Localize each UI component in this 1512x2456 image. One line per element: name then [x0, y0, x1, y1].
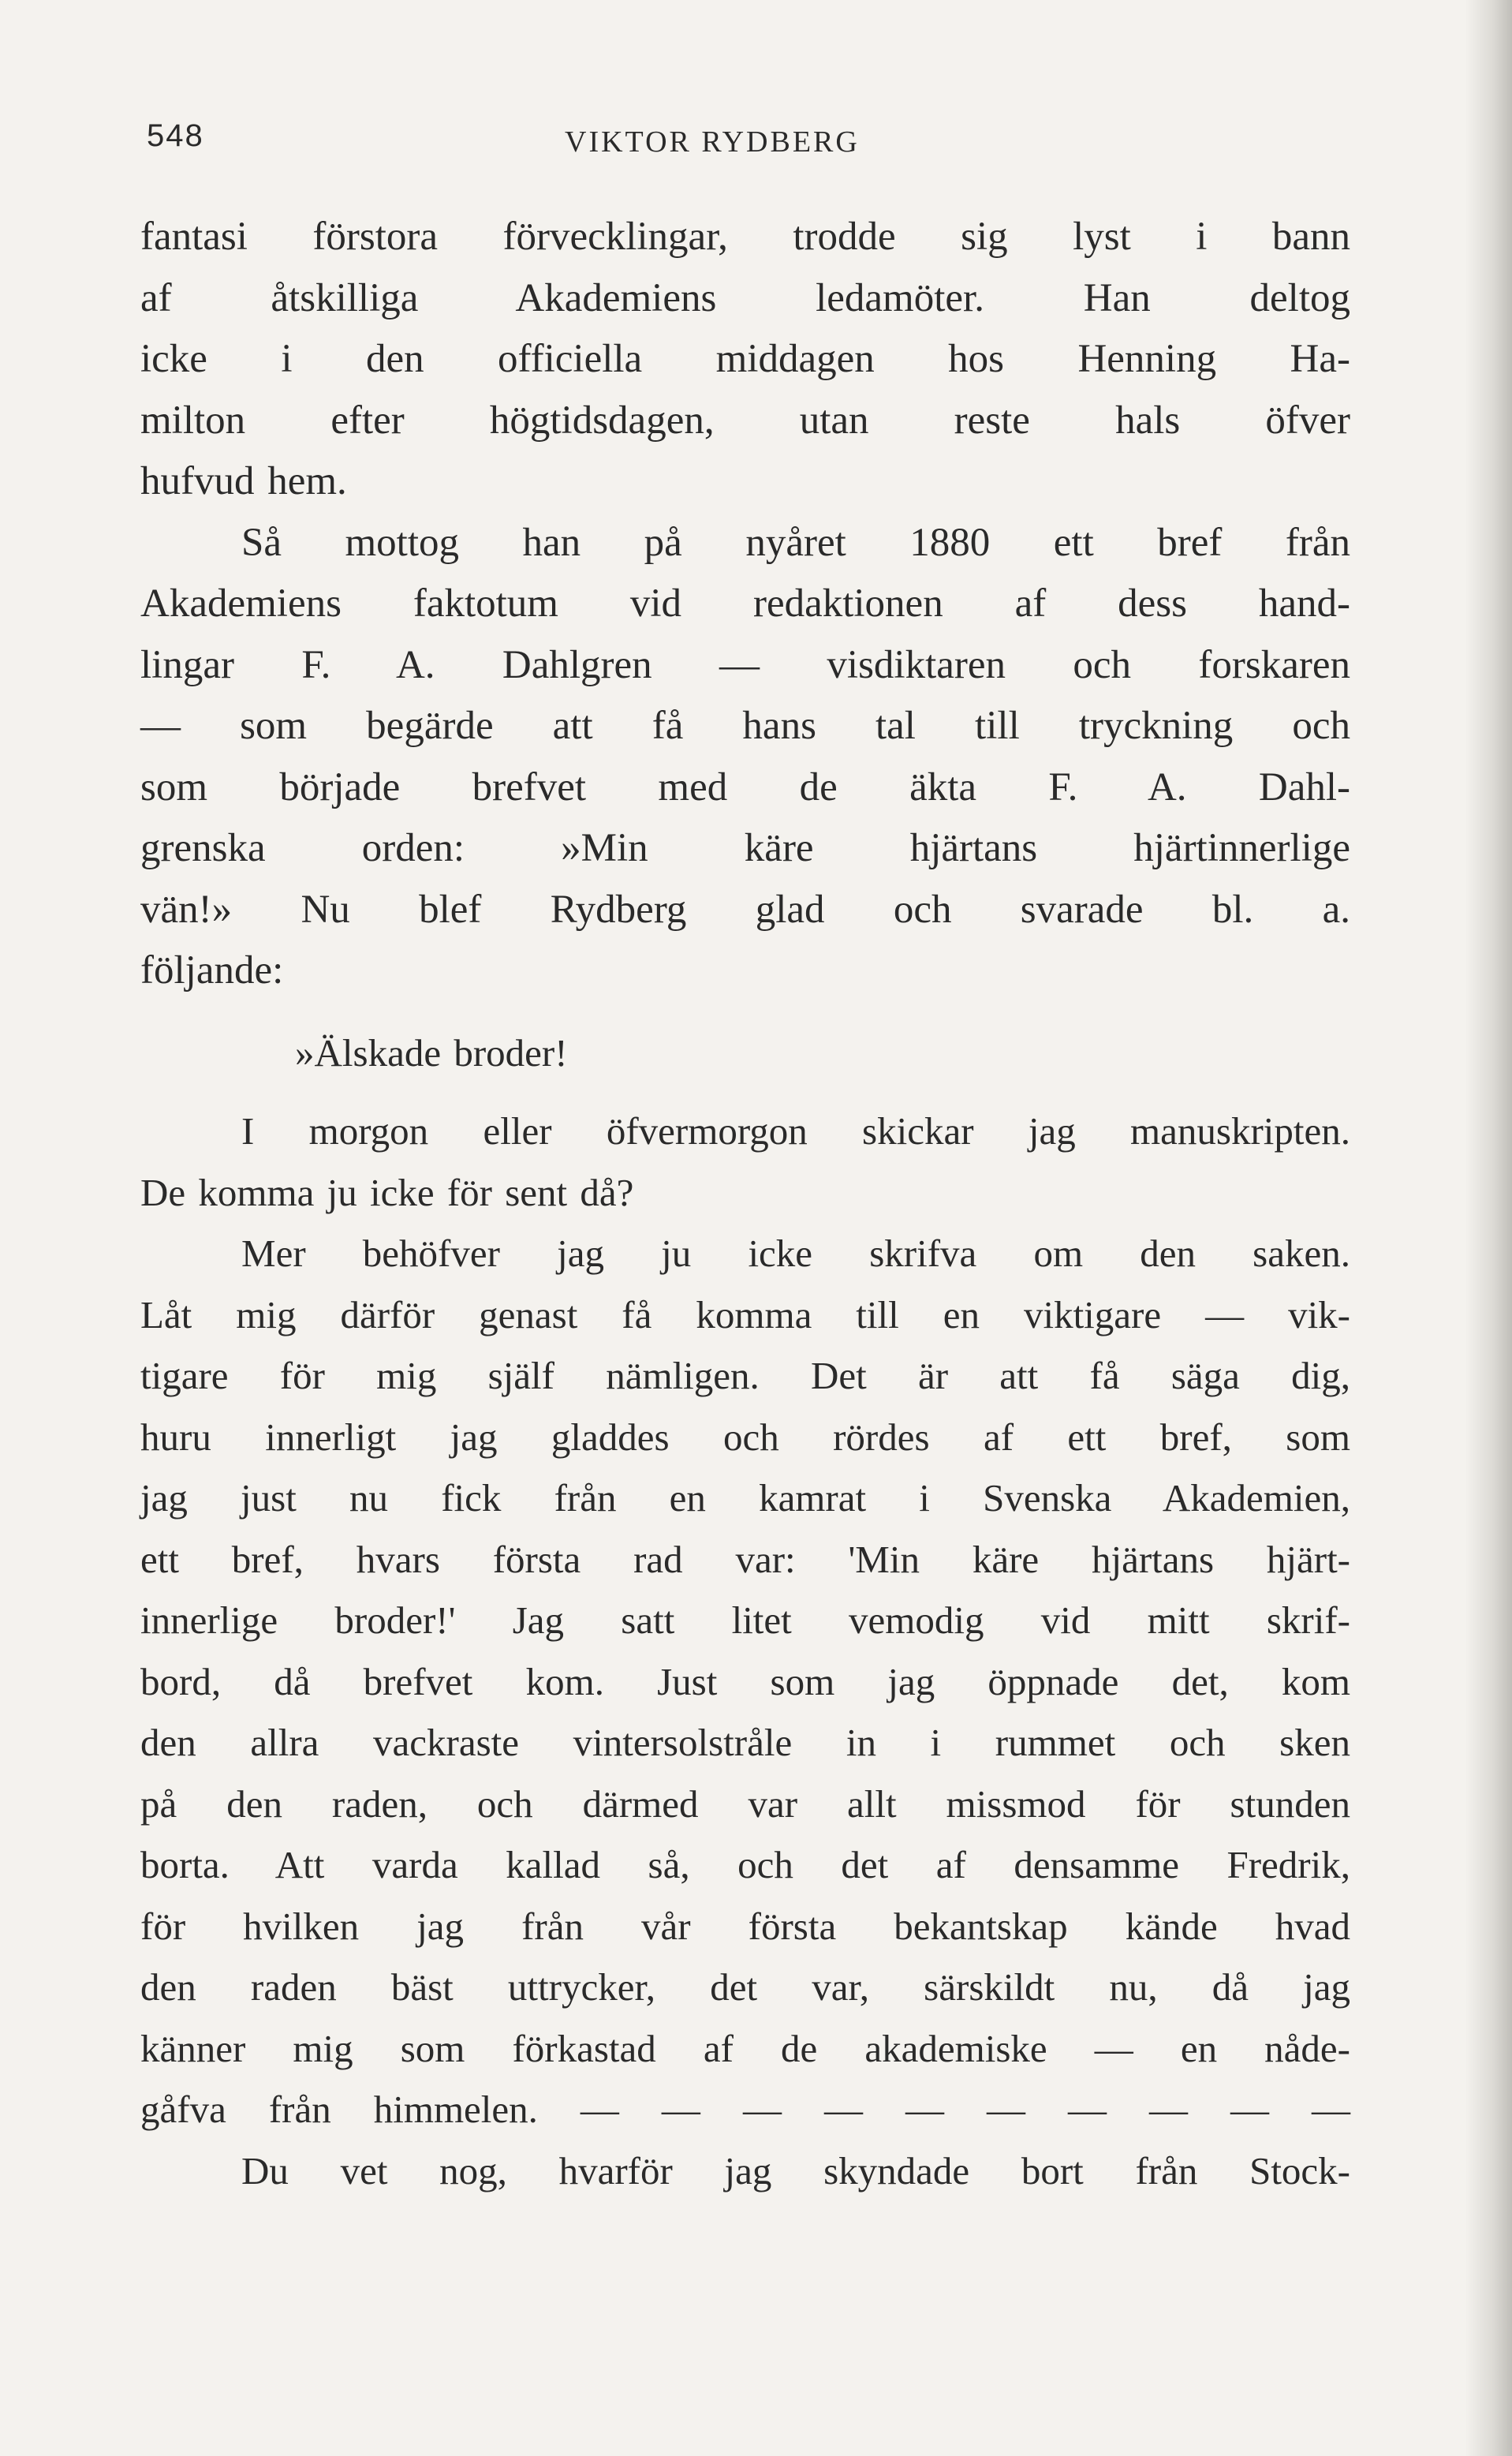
text-line: borta. Att varda kallad så, och det af densamme Fredrik, — [140, 1843, 1350, 1886]
text-line: icke i den officiella middagen hos Henning Ha- — [140, 337, 1350, 381]
letter-paragraph — [140, 2140, 1350, 2202]
text-line: innerlige broder!' Jag satt litet vemodig vid mitt skrif- — [140, 1598, 1350, 1642]
body-text — [140, 207, 1350, 2201]
letter-salutation: »Älskade broder! — [295, 1030, 568, 1075]
text-line: bord, då brefvet kom. Just som jag öppnade det, kom — [140, 1659, 1350, 1703]
text-line: på den raden, och därmed var allt missmod för stunden — [140, 1781, 1350, 1826]
text-line: Låt mig därför genast få komma till en viktigare — vik- — [140, 1292, 1350, 1336]
text-line: vän!» Nu blef Rydberg glad och svarade bl. a. — [140, 887, 1350, 932]
text-line: lingar F. A. Dahlgren — visdiktaren och forskaren — [140, 642, 1350, 687]
text-line: — som begärde att få hans tal till tryckning och — [140, 704, 1350, 748]
text-line: tigare för mig själf nämligen. Det är att få säga dig, — [140, 1354, 1350, 1397]
text-line: jag just nu fick från en kamrat i Svenska Akademien, — [140, 1476, 1350, 1520]
text-line: för hvilken jag från vår första bekantskap kände hvad — [140, 1904, 1350, 1948]
text-line: grenska orden: »Min käre hjärtans hjärtinnerlige — [140, 826, 1350, 870]
text-line: den raden bäst uttrycker, det var, särskildt nu, då jag — [140, 1965, 1350, 2009]
text-line: gåfva från himmelen. — — — — — — — — — — — [140, 2088, 1350, 2131]
text-line: Så mottog han på nyåret 1880 ett bref från — [241, 520, 1350, 565]
letter-paragraph — [140, 1223, 1350, 2140]
letter-paragraph — [140, 1101, 1350, 1223]
text-line: Akademiens faktotum vid redaktionen af dess hand- — [140, 581, 1350, 626]
paragraph — [140, 207, 1350, 513]
text-line: hufvud hem. — [140, 459, 347, 503]
text-line: den allra vackraste vintersolstråle in i rummet och sken — [140, 1721, 1350, 1764]
text-line: som började brefvet med de äkta F. A. Dahl- — [140, 764, 1350, 809]
running-title: VIKTOR RYDBERG — [565, 125, 860, 159]
text-line: ett bref, hvars första rad var: 'Min käre hjärtans hjärt- — [140, 1537, 1350, 1581]
text-line: fantasi förstora förvecklingar, trodde sig lyst i bann — [140, 215, 1350, 259]
paragraph — [140, 513, 1350, 1002]
page-number: 548 — [147, 118, 204, 153]
running-head — [147, 118, 1353, 166]
text-line: milton efter högtidsdagen, utan reste hals öfver — [140, 398, 1350, 443]
quoted-letter — [140, 1022, 1350, 2202]
text-line: känner mig som förkastad af de akademiske — en nåde- — [140, 2026, 1350, 2070]
text-line: följande: — [140, 948, 284, 992]
text-line: huru innerligt jag gladdes och rördes af ett bref, som — [140, 1415, 1350, 1459]
spacer — [140, 1083, 1350, 1101]
spacer — [140, 1002, 1350, 1022]
text-line: Du vet nog, hvarför jag skyndade bort från Stock- — [241, 2148, 1350, 2192]
text-line: af åtskilliga Akademiens ledamöter. Han deltog — [140, 275, 1350, 320]
text-line: I morgon eller öfvermorgon skickar jag manuskripten. — [241, 1109, 1350, 1153]
text-line: De komma ju icke för sent då? — [140, 1170, 634, 1214]
text-line: Mer behöfver jag ju icke skrifva om den saken. — [241, 1232, 1350, 1275]
page-edge-shadow — [1465, 0, 1512, 2456]
